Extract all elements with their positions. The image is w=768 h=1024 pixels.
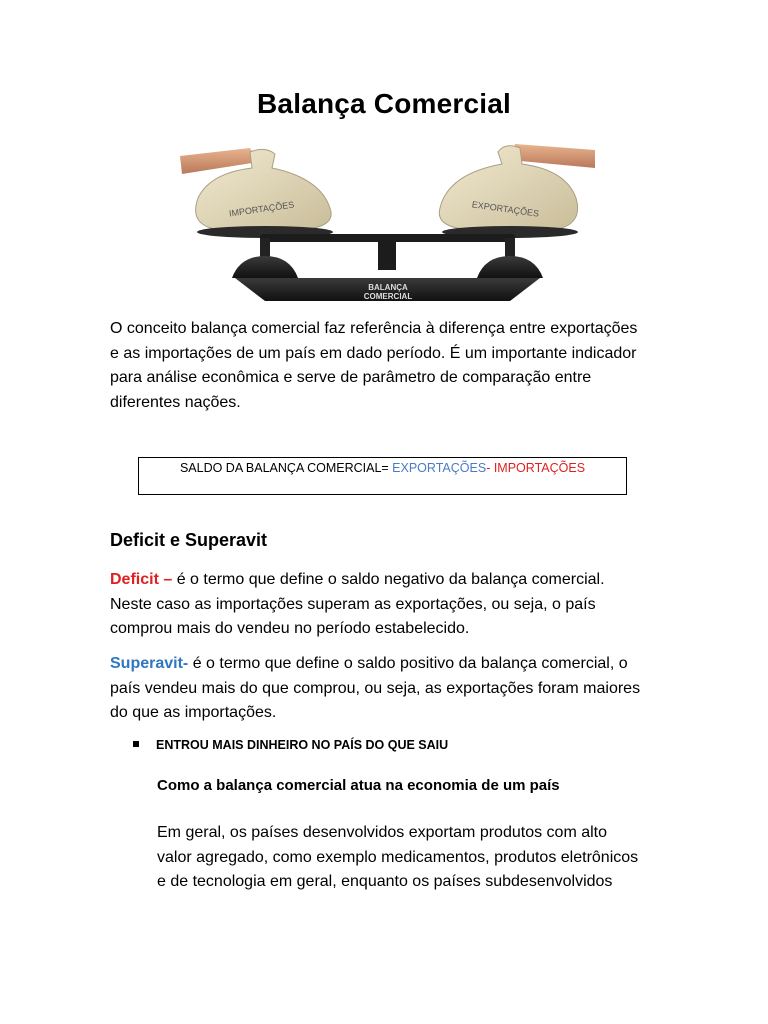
intro-line: O conceito balança comercial faz referência à diferença entre exportações: [110, 320, 638, 337]
deficit-paragraph: [110, 568, 670, 642]
superavit-line: país vendeu mais do que comprou, ou seja, as exportações foram maiores: [110, 679, 641, 697]
section-heading: Deficit e Superavit: [110, 530, 268, 550]
deficit-line: comprou mais do vendeu no período estabelecido.: [110, 620, 470, 637]
balance-scale-illustration: [180, 138, 595, 303]
bullet-item: [133, 738, 448, 752]
intro-paragraph: [110, 317, 670, 415]
intro-line: diferentes nações.: [110, 393, 241, 411]
closing-line: valor agregado, como exemplo medicamentos, produtos eletrônicos: [157, 848, 639, 866]
formula-exports: EXPORTAÇÕES: [392, 461, 487, 475]
scale-label-line1: BALANÇA: [368, 283, 408, 292]
subheading: Como a balança comercial atua na economia de um país: [157, 777, 560, 794]
page-title: Balança Comercial: [257, 88, 511, 119]
scale-label-line2: COMERCIAL: [363, 292, 413, 301]
superavit-paragraph: [110, 652, 670, 726]
deficit-line: Neste caso as importações superam as exportações, ou seja, o país: [110, 595, 596, 613]
bullet-text: ENTROU MAIS DINHEIRO NO PAÍS DO QUE SAIU: [156, 738, 449, 752]
formula-imports: IMPORTAÇÕES: [493, 461, 586, 475]
superavit-line: do que as importações.: [110, 704, 277, 721]
closing-paragraph: [157, 821, 677, 895]
intro-line: para análise econômica e serve de parâmetro de comparação entre: [110, 369, 592, 386]
superavit-term: Superavit-: [110, 655, 193, 672]
intro-line: e as importações de um país em dado período. É um importante indicador: [110, 344, 637, 362]
formula-label: SALDO DA BALANÇA COMERCIAL=: [179, 461, 393, 475]
closing-line: e de tecnologia em geral, enquanto os países subdesenvolvidos: [157, 873, 613, 890]
superavit-line: é o termo que define o saldo positivo da balança comercial, o: [192, 655, 628, 672]
imports-bag-label: IMPORTAÇÕES: [228, 199, 295, 219]
exports-bag-label: EXPORTAÇÕES: [471, 199, 540, 219]
formula-box: [138, 457, 627, 495]
deficit-term: Deficit –: [110, 571, 177, 588]
deficit-line: é o termo que define o saldo negativo da balança comercial.: [176, 571, 605, 588]
closing-line: Em geral, os países desenvolvidos exportam produtos com alto: [157, 824, 608, 841]
bullet-square-icon: [133, 741, 139, 747]
formula-minus: -: [486, 461, 494, 475]
